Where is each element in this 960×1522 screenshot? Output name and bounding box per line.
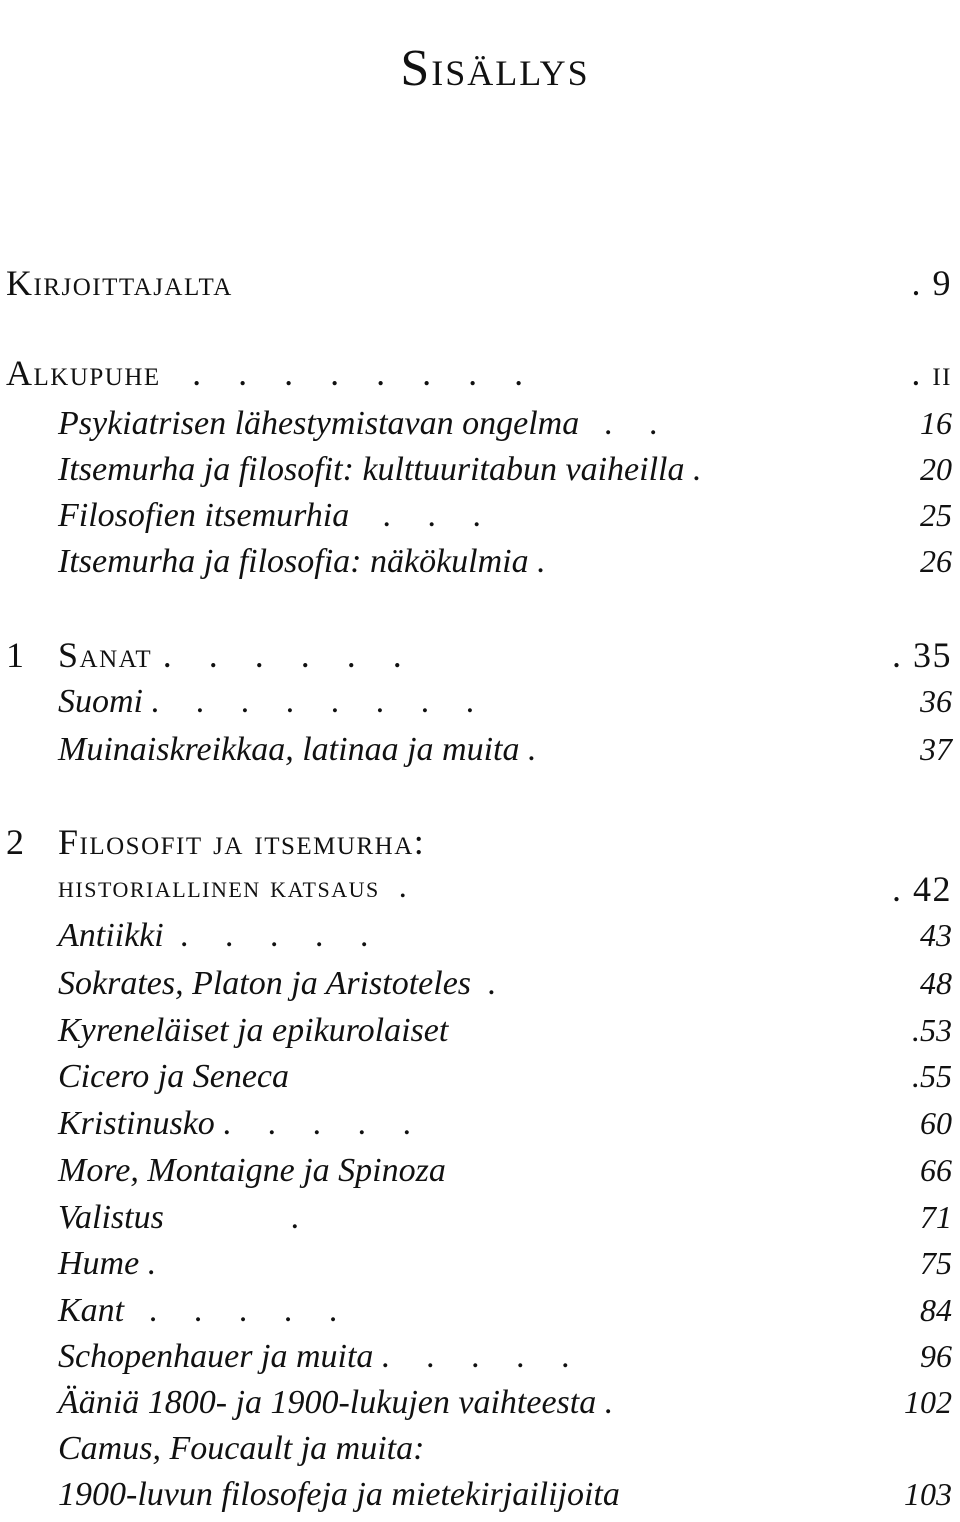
toc-leader-dots: . bbox=[398, 868, 421, 904]
toc-entry-label: Psykiatrisen lähestymistavan ongelma . . bbox=[58, 405, 673, 442]
toc-subentry[interactable] bbox=[0, 1338, 960, 1384]
toc-entry-label: Filosofien itsemurhia . . . bbox=[58, 497, 496, 534]
toc-leader-dots: . bbox=[604, 1384, 628, 1421]
toc-entry-label: Hume . bbox=[58, 1245, 171, 1282]
toc-subentry[interactable] bbox=[0, 1058, 960, 1104]
toc-subentry[interactable] bbox=[0, 405, 960, 451]
toc-entry-page: 48 bbox=[920, 965, 952, 1001]
toc-entry-historiallinen[interactable] bbox=[0, 868, 960, 914]
toc-subentry[interactable] bbox=[0, 1152, 960, 1198]
toc-entry-label: Kristinusko . . . . . bbox=[58, 1105, 426, 1142]
toc-entry-page: 71 bbox=[920, 1199, 952, 1235]
toc-entry-page: 36 bbox=[920, 683, 952, 719]
toc-entry-label: Schopenhauer ja muita . . . . . bbox=[58, 1338, 585, 1375]
toc-entry-page: 102 bbox=[904, 1384, 952, 1420]
toc-subentry[interactable] bbox=[0, 1199, 960, 1245]
toc-entry-page: 20 bbox=[920, 451, 952, 487]
toc-leader-dots: . . . . . bbox=[223, 1105, 426, 1142]
toc-entry-label: Ääniä 1800- ja 1900-lukujen vaihteesta . bbox=[58, 1384, 628, 1421]
chapter-number: 1 bbox=[6, 635, 26, 675]
toc-leader-dots: . bbox=[488, 965, 511, 1002]
toc-subentry[interactable] bbox=[0, 497, 960, 543]
toc-entry-page: 25 bbox=[920, 497, 952, 533]
toc-subentry[interactable] bbox=[0, 543, 960, 589]
toc-subentry[interactable] bbox=[0, 917, 960, 963]
toc-entry-page: . ii bbox=[911, 353, 952, 393]
toc-entry-label: Sokrates, Platon ja Aristoteles . bbox=[58, 965, 511, 1002]
toc-entry-page: 75 bbox=[920, 1245, 952, 1281]
toc-leader-dots: . . . . . bbox=[149, 1292, 353, 1329]
toc-leader-dots: . bbox=[147, 1245, 171, 1282]
toc-leader-dots: . bbox=[291, 1199, 314, 1236]
toc-subentry[interactable] bbox=[0, 683, 960, 729]
page-title: Sisällys bbox=[400, 39, 590, 97]
toc-entry-page: 26 bbox=[920, 543, 952, 579]
toc-entry-page: 96 bbox=[920, 1338, 952, 1374]
toc-entry-label: Kant . . . . . bbox=[58, 1292, 353, 1329]
toc-leader-dots: . . . bbox=[383, 497, 496, 534]
toc-entry-label: Muinaiskreikkaa, latinaa ja muita . bbox=[58, 731, 551, 768]
toc-subentry[interactable] bbox=[0, 1384, 960, 1430]
toc-subentry[interactable] bbox=[0, 1245, 960, 1291]
toc-entry-label: Valistus . bbox=[58, 1199, 314, 1236]
toc-entry-page: 60 bbox=[920, 1105, 952, 1141]
toc-leader-dots: . . . . . . . . bbox=[151, 683, 489, 720]
toc-subentry[interactable] bbox=[0, 451, 960, 497]
toc-entry-label: More, Montaigne ja Spinoza bbox=[58, 1152, 446, 1189]
toc-leader-dots: . bbox=[537, 543, 560, 580]
toc-entry-filosofit[interactable] bbox=[0, 821, 960, 867]
toc-leader-dots: . . . . . bbox=[381, 1338, 585, 1375]
toc-entry-label: Sanat . . . . . . bbox=[58, 635, 416, 675]
toc-leader-dots: . . . . . . bbox=[162, 635, 416, 675]
toc-entry-alkupuhe[interactable] bbox=[0, 352, 960, 398]
toc-entry-page: . 42 bbox=[892, 869, 952, 909]
toc-entry-label: Filosofit ja itsemurha: bbox=[58, 822, 426, 862]
toc-entry-label: Itsemurha ja filosofit: kulttuuritabun vaiheilla . bbox=[58, 451, 716, 488]
toc-entry-page: 16 bbox=[920, 405, 952, 441]
toc-subentry[interactable] bbox=[0, 1476, 960, 1522]
toc-entry-label: Alkupuhe . . . . . . . . bbox=[6, 353, 538, 393]
toc-subentry[interactable] bbox=[0, 731, 960, 777]
toc-entry-label: Kyreneläiset ja epikurolaiset bbox=[58, 1012, 449, 1049]
toc-entry-page: . 35 bbox=[892, 635, 952, 675]
toc-leader-dots: . . bbox=[604, 405, 673, 442]
chapter-number: 2 bbox=[6, 822, 26, 862]
toc-entry-label: Camus, Foucault ja muita: bbox=[58, 1430, 425, 1467]
toc-leader-dots: . . . . . bbox=[180, 917, 384, 954]
toc-subentry[interactable] bbox=[0, 1105, 960, 1151]
toc-entry-page: .55 bbox=[912, 1058, 952, 1094]
toc-entry-kirjoittajalta[interactable] bbox=[0, 262, 960, 308]
toc-entry-label: 1900-luvun filosofeja ja mietekirjailijoita bbox=[58, 1476, 620, 1513]
toc-leader-dots: . bbox=[527, 731, 551, 768]
toc-entry-label: historiallinen katsaus . bbox=[58, 868, 421, 904]
toc-entry-page: 84 bbox=[920, 1292, 952, 1328]
toc-entry-page: 37 bbox=[920, 731, 952, 767]
toc-subentry[interactable] bbox=[0, 1012, 960, 1058]
toc-entry-label: Itsemurha ja filosofia: näkökulmia . bbox=[58, 543, 560, 580]
toc-entry-label: Suomi . . . . . . . . bbox=[58, 683, 489, 720]
toc-entry-page: 66 bbox=[920, 1152, 952, 1188]
toc-entry-page: 43 bbox=[920, 917, 952, 953]
toc-entry-label: Cicero ja Seneca bbox=[58, 1058, 289, 1095]
toc-entry-page: .53 bbox=[912, 1012, 952, 1048]
toc-entry-sanat[interactable] bbox=[0, 634, 960, 680]
toc-entry-page: . 9 bbox=[911, 263, 952, 303]
toc-entry-page: 103 bbox=[904, 1476, 952, 1512]
toc-subentry[interactable] bbox=[0, 1292, 960, 1338]
toc-leader-dots: . . . . . . . . bbox=[192, 353, 538, 393]
toc-subentry[interactable] bbox=[0, 1430, 960, 1476]
toc-leader-dots: . bbox=[692, 451, 716, 488]
toc-subentry[interactable] bbox=[0, 965, 960, 1011]
toc-entry-label: Antiikki . . . . . bbox=[58, 917, 384, 954]
toc-entry-label: Kirjoittajalta bbox=[6, 263, 233, 303]
